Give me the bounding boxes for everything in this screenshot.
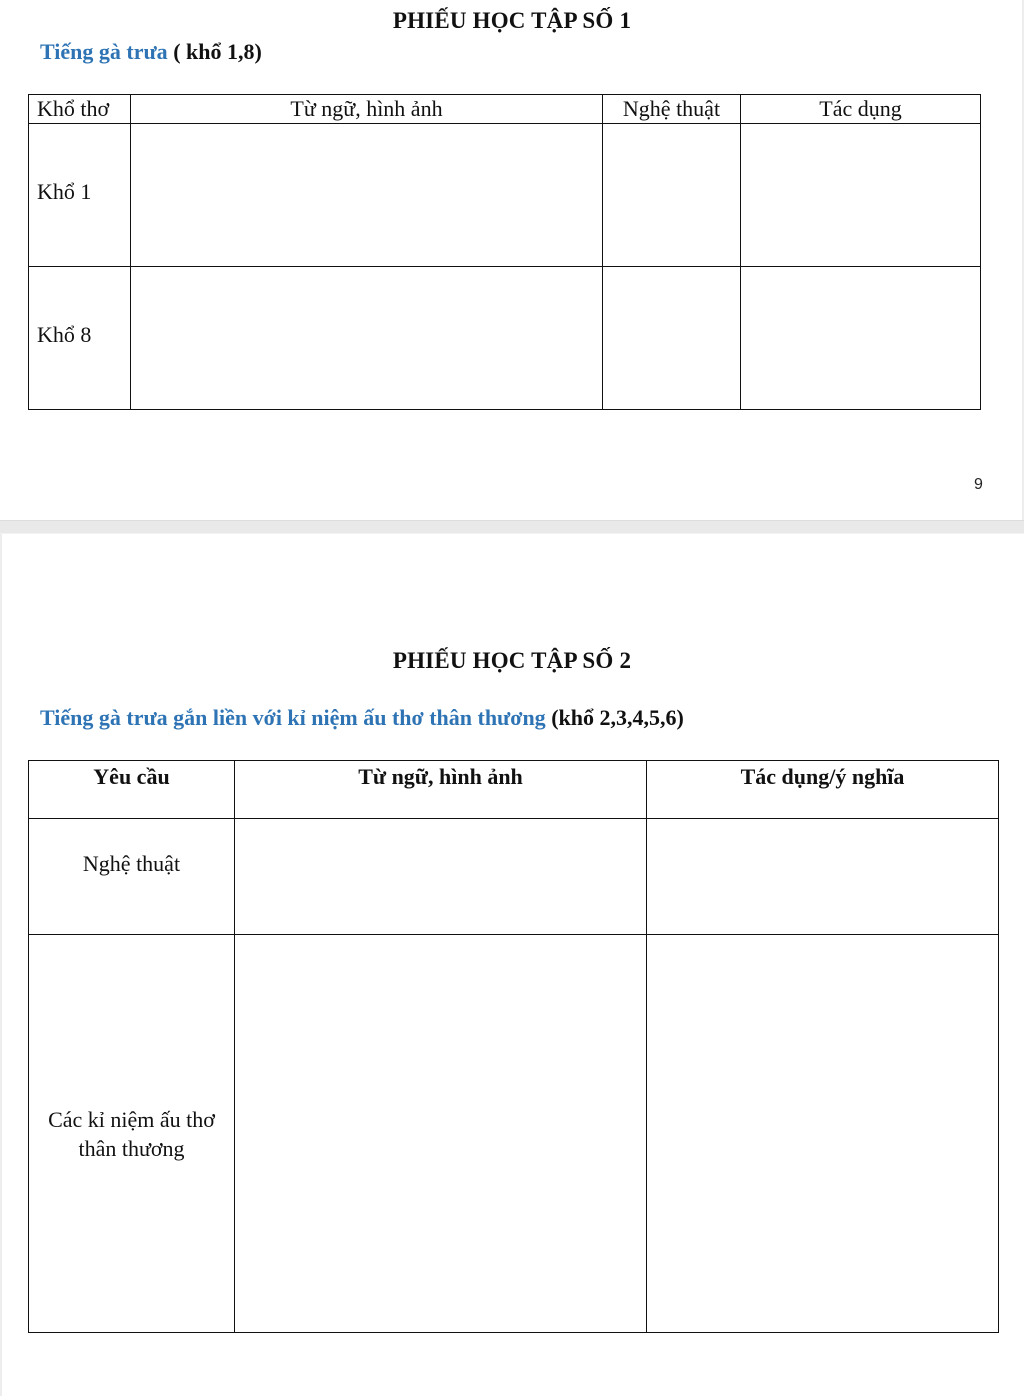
answer-cell[interactable] [603,124,741,267]
row-label-art: Nghệ thuật [29,819,235,935]
table-header-row [29,95,981,124]
column-header-art: Nghệ thuật [603,95,741,124]
worksheet-1-subtitle [40,39,262,65]
row-label-stanza-1: Khổ 1 [29,124,131,267]
worksheet-1-subtitle-range: ( khổ 1,8) [167,39,262,64]
answer-cell[interactable] [741,267,981,410]
column-header-effect: Tác dụng [741,95,981,124]
column-header-requirement: Yêu cầu [29,761,235,819]
page-separator [0,520,1024,534]
answer-cell[interactable] [603,267,741,410]
answer-cell[interactable] [131,267,603,410]
column-header-effect-meaning: Tác dụng/ý nghĩa [647,761,999,819]
document-page-1 [0,0,1024,520]
worksheet-2-table [28,760,999,1333]
answer-cell[interactable] [741,124,981,267]
table-header-row [29,761,999,819]
worksheet-2-subtitle-main: Tiếng gà trưa gắn liền với kỉ niệm ấu thơ thân thương [40,705,546,730]
worksheet-2-subtitle-range: (khổ 2,3,4,5,6) [545,705,684,730]
row-label-childhood-memories: Các kỉ niệm ấu thơ thân thương [29,935,235,1333]
worksheet-2-title: PHIẾU HỌC TẬP SỐ 2 [392,648,632,673]
table-row [29,935,999,1333]
worksheet-2-subtitle [40,705,684,731]
page-number: 9 [974,476,983,493]
answer-cell[interactable] [235,819,647,935]
worksheet-1-table [28,94,981,410]
answer-cell[interactable] [131,124,603,267]
answer-cell[interactable] [647,935,999,1333]
worksheet-1-title: PHIẾU HỌC TẬP SỐ 1 [392,8,632,33]
column-header-words-images: Từ ngữ, hình ảnh [131,95,603,124]
table-row [29,124,981,267]
row-label-stanza-8: Khổ 8 [29,267,131,410]
table-row [29,267,981,410]
table-row [29,819,999,935]
column-header-words-images: Từ ngữ, hình ảnh [235,761,647,819]
worksheet-1-subtitle-main: Tiếng gà trưa [40,39,168,64]
answer-cell[interactable] [647,819,999,935]
column-header-stanza: Khổ thơ [29,95,131,124]
answer-cell[interactable] [235,935,647,1333]
